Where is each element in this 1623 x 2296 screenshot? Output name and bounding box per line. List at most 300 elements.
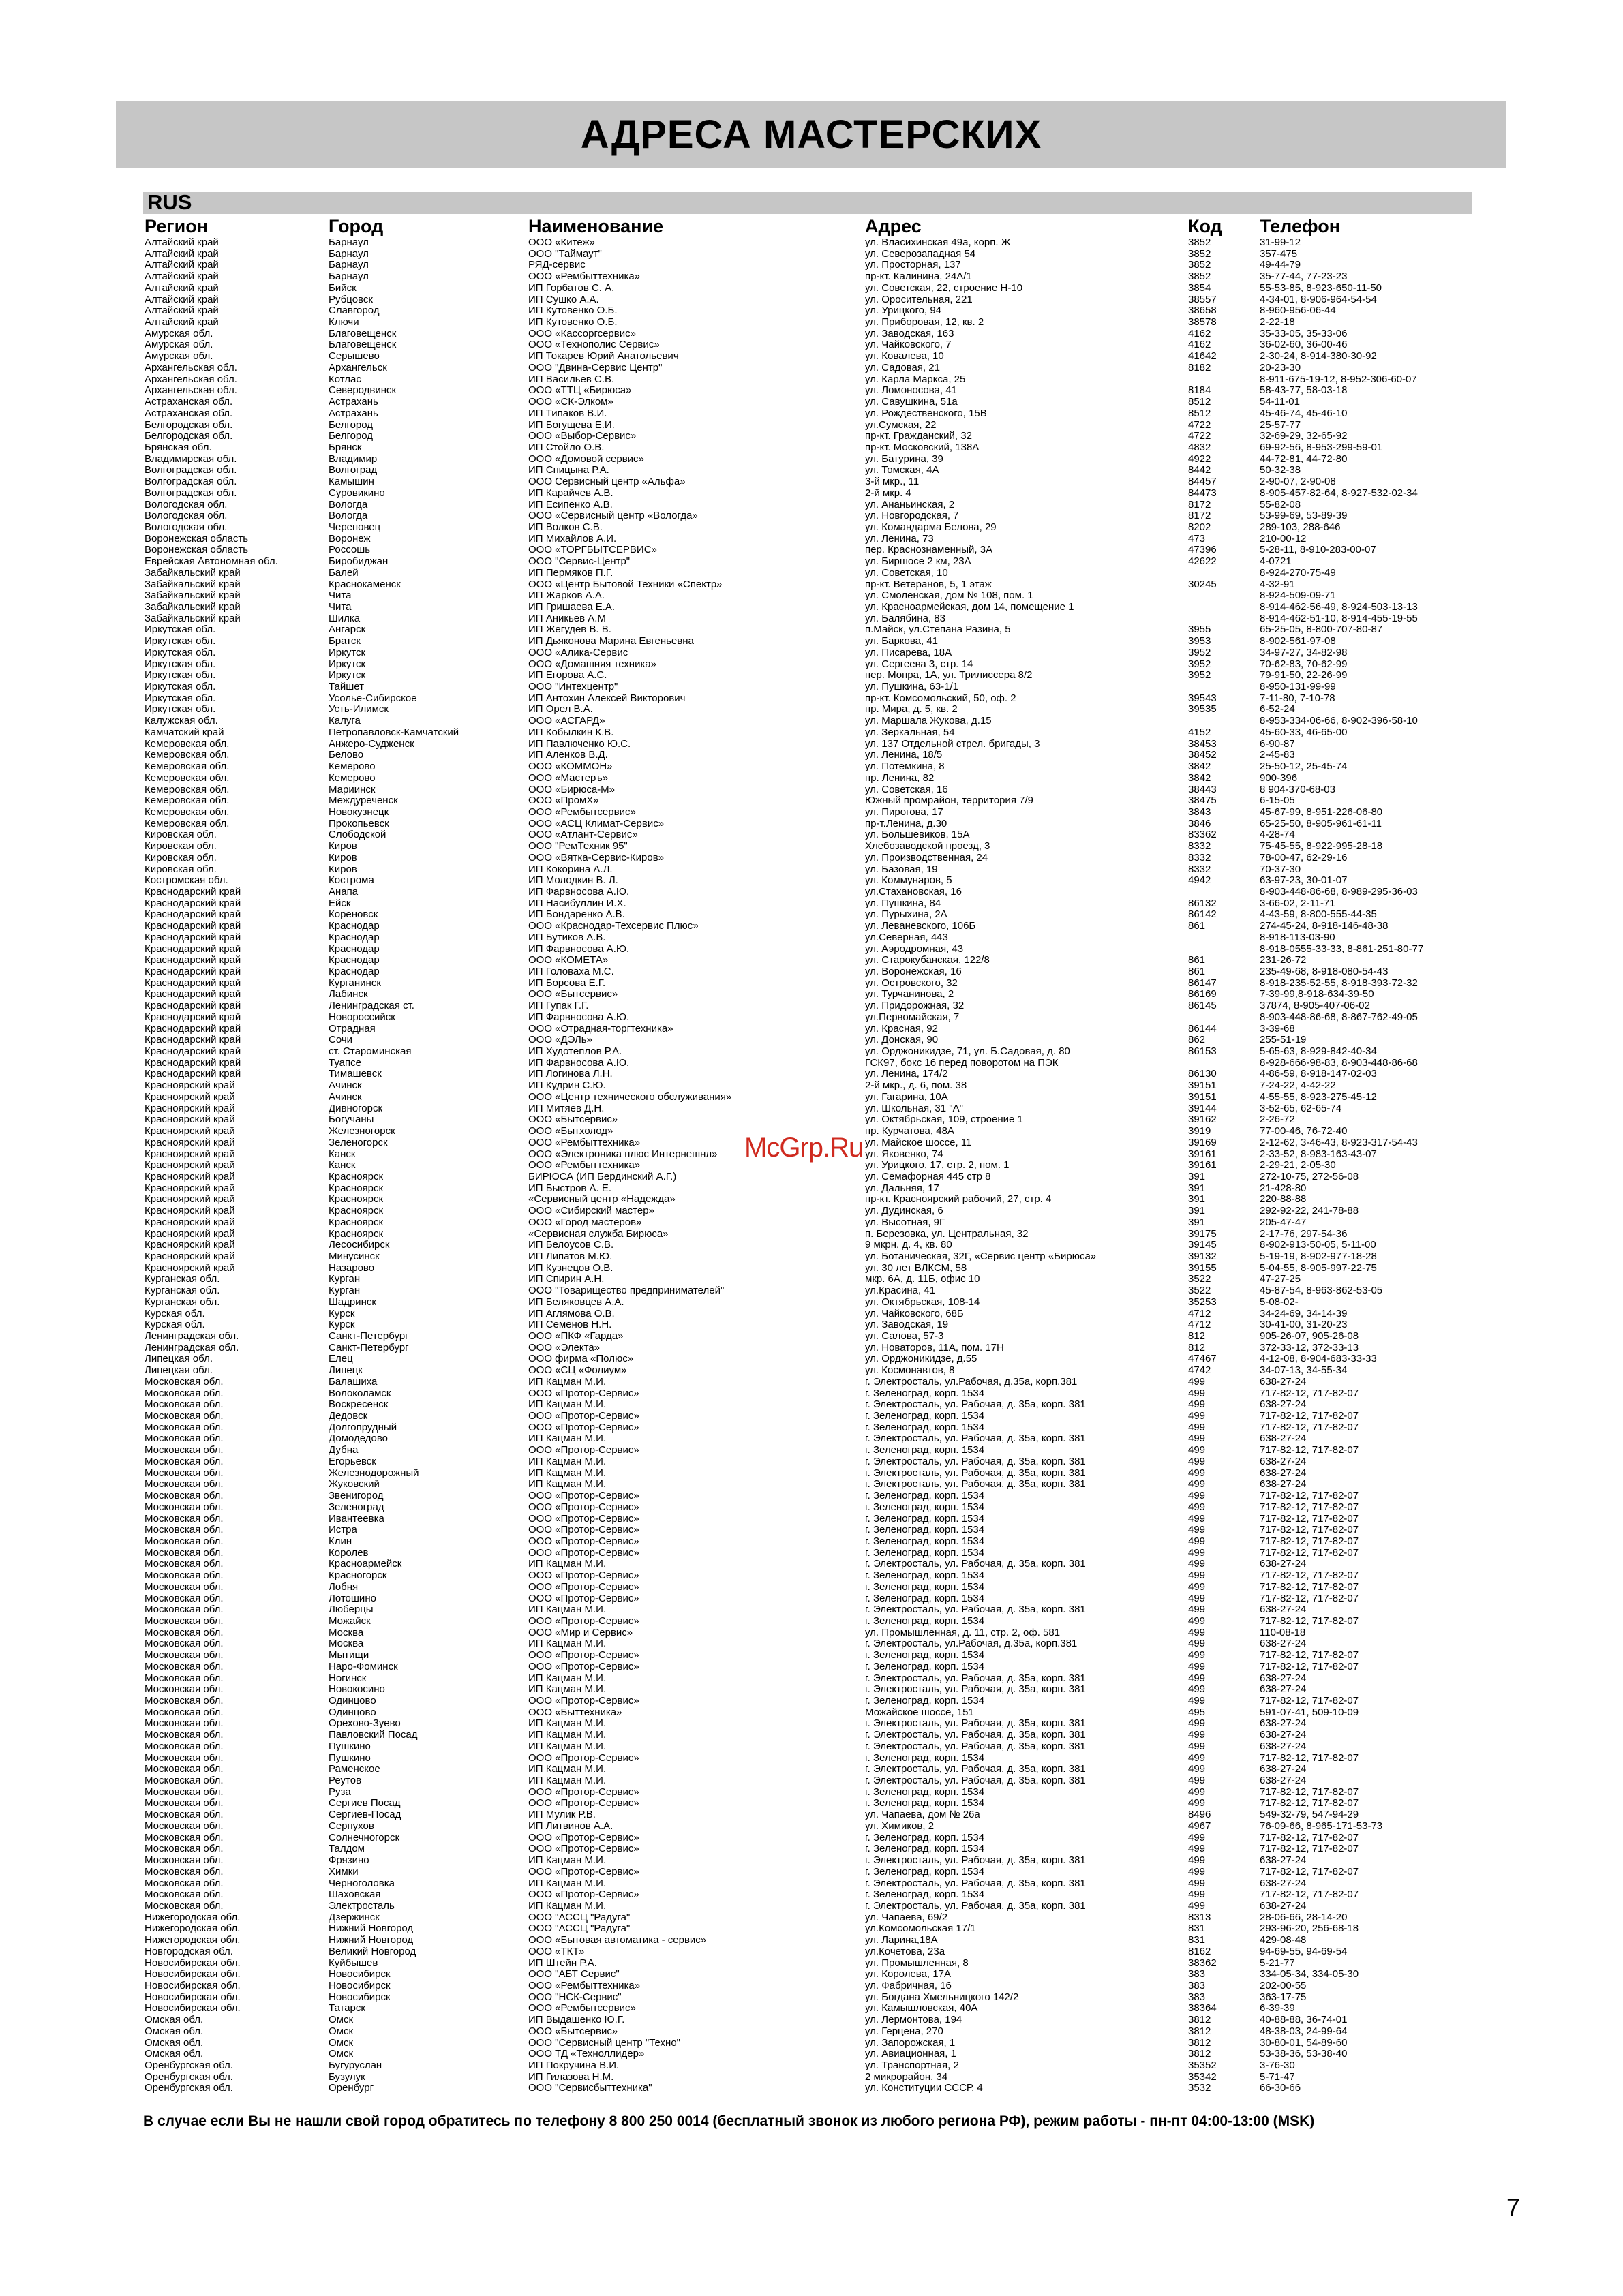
cell-code: 499 [1188,1661,1206,1672]
cell-city: Сочи [329,1035,353,1046]
cell-region: Иркутская обл. [145,670,216,682]
cell-city: Новосибирск [329,1991,391,2003]
cell-name: ИП Кацман М.И. [528,1399,607,1411]
cell-address: г. Зеленоград, корп. 1534 [865,1696,985,1706]
table-row [143,328,1472,340]
cell-code: 391 [1188,1216,1206,1228]
cell-phone: 4-32-91 [1260,579,1295,590]
cell-phone: 4-28-74 [1260,829,1295,841]
cell-address: ул. Богдана Хмельницкого 142/2 [865,1991,1019,2003]
cell-phone: 638-27-24 [1260,1399,1307,1411]
cell-city: Железногорск [329,1126,395,1137]
cell-city: Сергиев-Посад [329,1809,401,1821]
cell-name: ООО «Протор-Сервис» [528,1513,639,1525]
cell-region: Красноярский край [145,1137,235,1148]
cell-code: 499 [1188,1456,1206,1467]
cell-phone: 4-43-59, 8-800-555-44-35 [1260,909,1377,921]
cell-region: Алтайский край [145,294,219,305]
cell-name: ООО "Таймаут" [528,248,602,260]
table-row [143,568,1472,579]
cell-region: Московская обл. [145,1627,224,1638]
table-row [143,1718,1472,1730]
cell-address: ул. Большевиков, 15А [865,829,970,841]
cell-region: Красноярский край [145,1148,235,1160]
cell-name: ИП Орел В.А. [528,704,593,716]
cell-name: ИП Спицына Р.А. [528,465,609,476]
cell-code: 8332 [1188,841,1211,853]
cell-phone: 717-82-12, 717-82-07 [1260,1581,1359,1593]
cell-address: г. Зеленоград, корп. 1534 [865,1570,985,1582]
cell-city: Москва [329,1638,364,1650]
cell-address: г. Зеленоград, корп. 1534 [865,1388,985,1399]
cell-address: г. Зеленоград, корп. 1534 [865,1525,985,1536]
cell-code: 499 [1188,1433,1206,1445]
cell-city: Иркутск [329,647,366,658]
cell-code: 4712 [1188,1308,1211,1319]
cell-address: пр-т.Ленина, д.30 [865,818,947,829]
cell-name: РЯД-сервис [528,260,586,271]
cell-phone: 50-32-38 [1260,465,1301,476]
table-row [143,1798,1472,1809]
table-row [143,1353,1472,1365]
cell-code: 3852 [1188,237,1211,248]
cell-city: Электросталь [329,1900,395,1912]
cell-phone: 4-34-01, 8-906-964-54-54 [1260,294,1377,305]
cell-city: Ачинск [329,1080,362,1092]
cell-city: Серпухов [329,1820,374,1832]
cell-region: Краснодарский край [145,1011,241,1023]
cell-phone: 334-05-34, 334-05-30 [1260,1969,1359,1980]
cell-city: Красноярск [329,1182,384,1194]
cell-name: ООО "Сервисный центр "Техно" [528,2037,681,2049]
cell-city: Новокузнецк [329,806,389,818]
cell-city: Усть-Илимск [329,704,389,716]
cell-code: 4152 [1188,726,1211,738]
table-row [143,1559,1472,1570]
cell-phone: 638-27-24 [1260,1741,1307,1752]
cell-city: Калуга [329,716,361,727]
table-row [143,887,1472,898]
cell-code: 39162 [1188,1114,1217,1126]
table-row [143,716,1472,727]
cell-address: г. Зеленоград, корп. 1534 [865,1501,985,1513]
cell-name: ООО «Отрадная-торгтехника» [528,1023,673,1035]
table-row [143,2072,1472,2083]
cell-region: Московская обл. [145,1513,224,1525]
cell-code: 84457 [1188,476,1217,488]
cell-address: пр-кт. Московский, 138А [865,442,980,453]
cell-address: ул. Островского, 32 [865,977,958,989]
cell-code: 391 [1188,1206,1206,1217]
cell-name: ИП Карайчев А.В. [528,487,613,499]
cell-address: ул. Чайковского, 68Б [865,1308,964,1319]
cell-address: ул. Ларина,18А [865,1935,938,1946]
table-row [143,1319,1472,1331]
cell-code: 4922 [1188,453,1211,465]
cell-address: ул. Батурина, 39 [865,453,943,465]
cell-code: 84473 [1188,487,1217,499]
cell-phone: 292-92-22, 241-78-88 [1260,1206,1359,1217]
cell-region: Московская обл. [145,1376,224,1388]
cell-phone: 717-82-12, 717-82-07 [1260,1535,1359,1547]
cell-name: ООО "РемТехник 95" [528,841,628,853]
cell-city: Тайшет [329,682,364,693]
table-row [143,1046,1472,1058]
cell-code: 3812 [1188,2025,1211,2037]
table-row [143,2026,1472,2038]
cell-address: пр-кт. Ветеранов, 5, 1 этаж [865,579,992,590]
cell-name: ИП Логинова Л.Н. [528,1069,613,1080]
table-row [143,1992,1472,2004]
cell-address: г. Зеленоград, корп. 1534 [865,1889,985,1901]
cell-region: Алтайский край [145,237,219,248]
cell-code: 38443 [1188,784,1217,795]
cell-phone: 36-02-60, 36-00-46 [1260,339,1348,351]
cell-address: ул. Заводская, 19 [865,1319,949,1331]
cell-phone: 900-396 [1260,772,1298,784]
cell-address: пр. Ленина, 82 [865,772,935,784]
table-row [143,1000,1472,1012]
cell-phone: 2-17-76, 297-54-36 [1260,1228,1348,1240]
table-row [143,1536,1472,1548]
cell-phone: 63-97-23, 30-01-07 [1260,875,1348,887]
cell-city: Котлас [329,373,361,385]
cell-code: 38658 [1188,305,1217,317]
cell-phone: 3-76-30 [1260,2060,1295,2071]
table-row [143,704,1472,716]
cell-address: ул. Савушкина, 51а [865,397,958,408]
cell-city: Петропавловск-Камчатский [329,726,459,738]
cell-name: ООО «Протор-Сервис» [528,1786,639,1798]
cell-phone: 5-08-02- [1260,1296,1299,1308]
cell-city: Домодедово [329,1433,388,1445]
cell-phone: 3-52-65, 62-65-74 [1260,1103,1342,1114]
cell-address: г. Электросталь, ул. Рабочая, д. 35а, корп. 381 [865,1900,1086,1912]
cell-phone: 717-82-12, 717-82-07 [1260,1832,1359,1843]
cell-code: 862 [1188,1035,1206,1046]
cell-phone: 717-82-12, 717-82-07 [1260,1388,1359,1399]
cell-phone: 8-914-462-51-10, 8-914-455-19-55 [1260,613,1418,624]
cell-region: Красноярский край [145,1216,235,1228]
table-row [143,579,1472,591]
cell-name: ООО «Город мастеров» [528,1216,642,1228]
cell-code: 39132 [1188,1251,1217,1262]
cell-region: Московская обл. [145,1456,224,1467]
cell-code: 8182 [1188,362,1211,373]
cell-region: Алтайский край [145,317,219,328]
cell-phone: 717-82-12, 717-82-07 [1260,1593,1359,1604]
cell-code [1187,1058,1258,1069]
cell-city: Камышин [329,476,374,488]
cell-address: ул. Гагарина, 10А [865,1091,948,1103]
cell-name: ООО «Протор-Сервис» [528,1581,639,1593]
cell-address: Южный промрайон, территория 7/9 [865,795,1033,807]
cell-phone: 37874, 8-905-407-06-02 [1260,1000,1370,1012]
cell-region: Красноярский край [145,1228,235,1240]
cell-region: Калужская обл. [145,716,218,727]
cell-code: 39543 [1188,692,1217,704]
cell-name: ИП Егорова А.С. [528,670,607,682]
cell-name: ООО «Протор-Сервис» [528,1798,639,1809]
cell-region: Иркутская обл. [145,624,216,636]
cell-phone: 8-905-457-82-64, 8-927-532-02-34 [1260,487,1418,499]
cell-city: Богучаны [329,1114,374,1126]
cell-region: Московская обл. [145,1889,224,1901]
cell-phone: 8-960-956-06-44 [1260,305,1336,317]
cell-city: Химки [329,1866,359,1878]
cell-region: Красноярский край [145,1080,235,1092]
cell-region: Краснодарский край [145,1023,241,1035]
cell-address: г. Зеленоград, корп. 1534 [865,1490,985,1502]
cell-phone: 638-27-24 [1260,1604,1307,1616]
table-row [143,385,1472,397]
cell-phone: 717-82-12, 717-82-07 [1260,1843,1359,1855]
cell-region: Московская обл. [145,1501,224,1513]
cell-region: Московская обл. [145,1718,224,1730]
cell-name: ИП Бутиков А.В. [528,932,606,943]
cell-code: 499 [1188,1513,1206,1525]
cell-name: ООО "Товарищество предпринимателей" [528,1285,725,1297]
cell-phone: 717-82-12, 717-82-07 [1260,1752,1359,1764]
cell-code [1187,1012,1258,1024]
cell-address: ул. Ананьинская, 2 [865,499,955,510]
cell-name: ООО «АСГАРД» [528,716,605,727]
cell-code: 499 [1188,1786,1206,1798]
cell-code [1187,682,1258,693]
cell-code: 4722 [1188,419,1211,431]
cell-phone: 34-24-69, 34-14-39 [1260,1308,1348,1319]
cell-name: ИП Кутовенко О.Б. [528,317,618,328]
cell-code: 3854 [1188,282,1211,294]
cell-city: Слободской [329,829,386,841]
cell-phone: 8-903-448-86-68, 8-989-295-36-03 [1260,886,1418,898]
cell-name: ООО «Бытсервис» [528,2025,618,2037]
cell-address: ул. Пирогова, 17 [865,806,943,818]
cell-code: 3522 [1188,1285,1211,1297]
table-row [143,807,1472,818]
cell-code: 3852 [1188,248,1211,260]
table-row [143,682,1472,693]
cell-address: г. Зеленоград, корп. 1534 [865,1513,985,1525]
cell-address: ул.Сумская, 22 [865,419,937,431]
table-row [143,693,1472,705]
cell-code: 383 [1188,1969,1206,1980]
table-row [143,339,1472,351]
cell-city: Нижний Новгород [329,1923,414,1935]
cell-name: ООО «КОМЕТА» [528,955,609,966]
cell-name: ООО «ПромХ» [528,795,599,807]
cell-region: Московская обл. [145,1490,224,1502]
cell-region: Омская обл. [145,2025,204,2037]
cell-name: ИП Жегудев В. В. [528,624,611,636]
table-row [143,1889,1472,1901]
cell-name: ООО "АБТ Сервис" [528,1969,620,1980]
cell-region: Курганская обл. [145,1296,220,1308]
cell-name: ИП Кацман М.И. [528,1433,607,1445]
table-row [143,1616,1472,1627]
cell-phone: 549-32-79, 547-94-29 [1260,1809,1359,1821]
cell-phone: 3-66-02, 2-11-71 [1260,898,1335,909]
cell-city: Вологда [329,510,368,522]
cell-address: г. Электросталь, ул.Рабочая, д.35а, корп.381 [865,1376,1078,1388]
cell-region: Новосибирская обл. [145,1957,241,1969]
cell-city: Черноголовка [329,1878,395,1889]
cell-city: Краснодар [329,932,380,943]
cell-city: Королев [329,1547,369,1559]
cell-code: 35352 [1188,2060,1217,2071]
cell-region: Краснодарский край [145,1046,241,1058]
cell-code: 39151 [1188,1080,1217,1092]
cell-code: 39144 [1188,1103,1217,1114]
cell-region: Краснодарский край [145,977,241,989]
cell-address: ул. Салова, 57-3 [865,1331,944,1342]
cell-code: 4832 [1188,442,1211,453]
cell-code: 39161 [1188,1148,1217,1160]
cell-name: ООО «Быттехника» [528,1706,622,1718]
cell-name: ИП Кацман М.И. [528,1456,607,1467]
cell-phone: 2-29-21, 2-05-30 [1260,1160,1336,1172]
cell-code: 861 [1188,955,1206,966]
cell-region: Краснодарский край [145,898,241,909]
country-label: RUS [147,190,192,214]
cell-name: ИП Павлюченко Ю.С. [528,738,631,750]
cell-name: ИП Жарков А.А. [528,590,605,602]
cell-phone: 2-30-24, 8-914-380-30-92 [1260,351,1377,363]
cell-address: г. Электросталь, ул. Рабочая, д. 35а, корп. 381 [865,1718,1086,1730]
table-row [143,590,1472,602]
table-row [143,1809,1472,1821]
cell-region: Красноярский край [145,1171,235,1182]
cell-region: Кемеровская обл. [145,795,230,807]
cell-phone: 34-97-27, 34-82-98 [1260,647,1348,658]
cell-phone: 638-27-24 [1260,1479,1307,1490]
cell-address: ул. Придорожная, 32 [865,1000,965,1012]
cell-region: Кемеровская обл. [145,750,230,761]
cell-city: Ногинск [329,1672,367,1684]
table-row [143,1821,1472,1833]
cell-address: ул. Просторная, 137 [865,260,961,271]
table-row [143,853,1472,864]
cell-city: Лобня [329,1581,359,1593]
table-row [143,1456,1472,1468]
cell-name: ИП Беляковцев А.А. [528,1296,624,1308]
cell-address: ул. Авиационная, 1 [865,2049,956,2060]
cell-region: Краснодарский край [145,1057,241,1069]
country-bar [143,192,1472,214]
watermark: McGrp.Ru [744,1133,864,1163]
table-row [143,1308,1472,1320]
cell-address: ул. Чайковского, 7 [865,339,952,351]
cell-region: Московская обл. [145,1388,224,1399]
table-row [143,442,1472,454]
cell-name: ИП Михайлов А.И. [528,533,617,545]
cell-phone: 75-45-55, 8-922-995-28-18 [1260,841,1383,853]
cell-name: ИП Кутовенко О.Б. [528,305,618,317]
cell-phone: 8-950-131-99-99 [1260,682,1336,693]
cell-region: Московская обл. [145,1832,224,1843]
table-row [143,1753,1472,1764]
cell-region: Новосибирская обл. [145,1991,241,2003]
cell-region: Московская обл. [145,1730,224,1741]
cell-name: ИП Токарев Юрий Анатольевич [528,351,679,363]
cell-city: Чита [329,590,352,602]
cell-code: 39535 [1188,704,1217,716]
cell-code: 8512 [1188,397,1211,408]
cell-name: ООО «Сибирский мастер» [528,1206,654,1217]
cell-phone: 8-924-270-75-49 [1260,567,1336,579]
cell-name: ООО «Вятка-Сервис-Киров» [528,852,665,863]
cell-address: г. Зеленоград, корп. 1534 [865,1615,985,1627]
table-row [143,1946,1472,1958]
cell-code: 3522 [1188,1274,1211,1285]
cell-code: 30245 [1188,579,1217,590]
cell-phone: 231-26-72 [1260,955,1307,966]
cell-name: ООО «Технополис Сервис» [528,339,660,351]
cell-city: Краснодар [329,943,380,955]
cell-address: ул. Командарма Белова, 29 [865,521,997,533]
table-row [143,1468,1472,1480]
cell-phone: 32-69-29, 32-65-92 [1260,431,1348,442]
cell-region: Красноярский край [145,1182,235,1194]
cell-phone: 3-39-68 [1260,1023,1295,1035]
cell-name: ИП Аглямова О.В. [528,1308,615,1319]
cell-region: Амурская обл. [145,339,213,351]
table-row [143,397,1472,408]
cell-city: Киров [329,863,357,875]
cell-region: Иркутская обл. [145,636,216,647]
table-row [143,1833,1472,1844]
cell-phone: 905-26-07, 905-26-08 [1260,1331,1359,1342]
cell-code: 86130 [1188,1069,1217,1080]
cell-region: Вологодская обл. [145,521,228,533]
cell-name: ИП Кузнецов О.В. [528,1262,613,1274]
cell-address: ул. Красная, 92 [865,1023,938,1035]
table-row [143,465,1472,476]
cell-city: Омск [329,2025,354,2037]
cell-region: Забайкальский край [145,590,241,602]
cell-address: г. Зеленоград, корп. 1534 [865,1866,985,1878]
cell-region: Забайкальский край [145,579,241,590]
table-row [143,1445,1472,1456]
cell-name: ИП Головаха М.С. [528,966,614,977]
cell-name: ИП Семенов Н.Н. [528,1319,612,1331]
cell-city: Курганинск [329,977,381,989]
cell-region: Московская обл. [145,1581,224,1593]
cell-phone: 30-80-01, 54-89-60 [1260,2037,1348,2049]
cell-phone: 54-11-01 [1260,397,1300,408]
cell-phone: 47-27-25 [1260,1274,1301,1285]
cell-code: 38364 [1188,2003,1217,2015]
table-row [143,1058,1472,1069]
table-row [143,1024,1472,1035]
cell-name: ООО фирма «Полюс» [528,1353,634,1365]
cell-city: Солнечногорск [329,1832,400,1843]
cell-city: Северодвинск [329,385,397,397]
cell-phone: 48-38-03, 24-99-64 [1260,2025,1348,2037]
cell-code: 86132 [1188,898,1217,909]
cell-region: Московская обл. [145,1820,224,1832]
cell-code: 4967 [1188,1820,1211,1832]
cell-region: Ленинградская обл. [145,1331,239,1342]
cell-address: г. Зеленоград, корп. 1534 [865,1752,985,1764]
cell-city: Люберцы [329,1604,374,1616]
cell-phone: 274-45-24, 8-918-146-48-38 [1260,921,1389,932]
cell-address: ул. Запорожская, 1 [865,2037,956,2049]
cell-address: ул. Орджоникидзе, 71, ул. Б.Садовая, д. 80 [865,1046,1070,1058]
cell-name: ООО «Электа» [528,1342,601,1353]
cell-code: 499 [1188,1490,1206,1502]
table-row [143,283,1472,294]
